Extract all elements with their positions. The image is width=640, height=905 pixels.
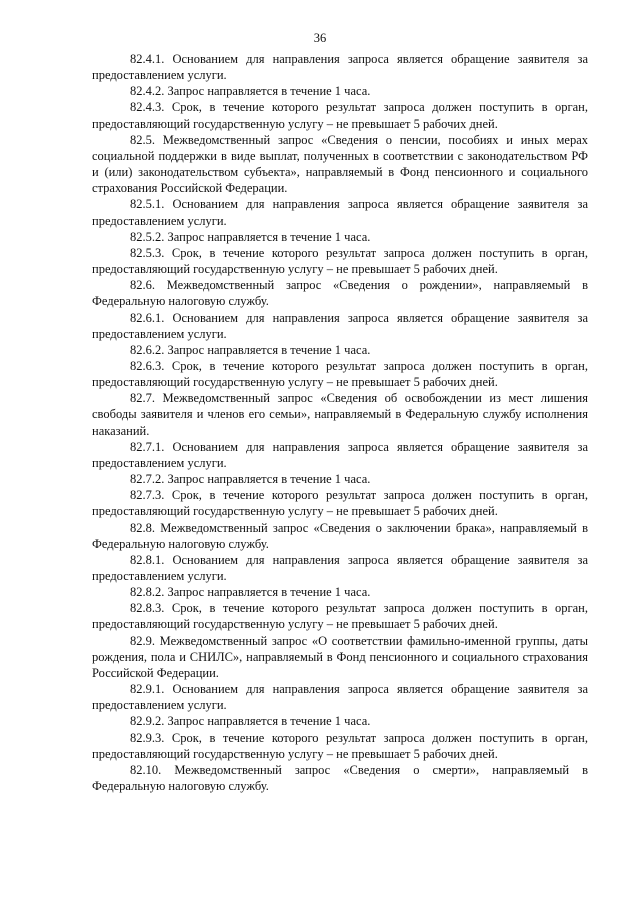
- document-body: [92, 51, 588, 794]
- paragraph: 82.7.1. Основанием для направления запроса является обращение заявителя за предоставлением услуги.: [92, 439, 588, 470]
- paragraph: 82.6.2. Запрос направляется в течение 1 часа.: [130, 342, 371, 357]
- paragraph: 82.5.3. Срок, в течение которого результат запроса должен поступить в орган, предоставляющий государственную услугу – не превышает 5 рабочих дней.: [92, 245, 588, 277]
- paragraph: 82.7.3. Срок, в течение которого результат запроса должен поступить в орган, предоставляющий государственную услугу – не превышает 5 рабочих дней.: [92, 488, 588, 519]
- paragraph: 82.8.2. Запрос направляется в течение 1 часа.: [130, 585, 371, 600]
- paragraph: 82.6.1. Основанием для направления запроса является обращение заявителя за предоставлением услуги.: [92, 310, 588, 341]
- paragraph: 82.8.3. Срок, в течение которого результат запроса должен поступить в орган, предоставляющий государственную услугу – не превышает 5 рабочих дней.: [92, 601, 588, 632]
- paragraph: 82.5. Межведомственный запрос «Сведения о пенсии, пособиях и иных мерах социальной поддержки в виде выплат, полученных в соответствии с законодательством РФ и (или) законодательством субъекта», направляемый в Фонд пенсионного и социального страхования Российской Федерации.: [92, 132, 588, 196]
- paragraph: 82.9.2. Запрос направляется в течение 1 часа.: [130, 714, 371, 729]
- paragraph: 82.7.2. Запрос направляется в течение 1 часа.: [130, 472, 371, 487]
- paragraph: 82.4.3. Срок, в течение которого результат запроса должен поступить в орган, предоставляющий государственную услугу – не превышает 5 рабочих дней.: [92, 100, 588, 131]
- paragraph: 82.8.1. Основанием для направления запроса является обращение заявителя за предоставлением услуги.: [92, 552, 588, 583]
- paragraph: 82.4.1. Основанием для направления запроса является обращение заявителя за предоставлением услуги.: [92, 52, 588, 83]
- paragraph: 82.9.1. Основанием для направления запроса является обращение заявителя за предоставлением услуги.: [92, 682, 588, 713]
- paragraph: 82.5.2. Запрос направляется в течение 1 часа.: [130, 229, 371, 244]
- paragraph: 82.5.1. Основанием для направления запроса является обращение заявителя за предоставлением услуги.: [92, 197, 588, 228]
- paragraph: 82.9.3. Срок, в течение которого результат запроса должен поступить в орган, предоставляющий государственную услугу – не превышает 5 рабочих дней.: [92, 730, 588, 761]
- paragraph: 82.4.2. Запрос направляется в течение 1 часа.: [130, 84, 371, 99]
- page-number: 36: [313, 31, 327, 45]
- paragraph: 82.9. Межведомственный запрос «О соответствии фамильно-именной группы, даты рождения, пола и СНИЛС», направляемый в Фонд пенсионного и социального страхования Российской Федерации.: [92, 633, 588, 680]
- paragraph: 82.6.3. Срок, в течение которого результат запроса должен поступить в орган, предоставляющий государственную услугу – не превышает 5 рабочих дней.: [92, 358, 588, 390]
- paragraph: 82.8. Межведомственный запрос «Сведения о заключении брака», направляемый в Федеральную налоговую службу.: [92, 520, 588, 551]
- paragraph: 82.6. Межведомственный запрос «Сведения о рождении», направляемый в Федеральную налоговую службу.: [92, 278, 588, 309]
- paragraph: 82.7. Межведомственный запрос «Сведения об освобождении из мест лишения свободы заявителя и членов его семьи», направляемый в Федеральную службу исполнения наказаний.: [92, 391, 588, 438]
- paragraph: 82.10. Межведомственный запрос «Сведения о смерти», направляемый в Федеральную налоговую службу.: [92, 762, 588, 794]
